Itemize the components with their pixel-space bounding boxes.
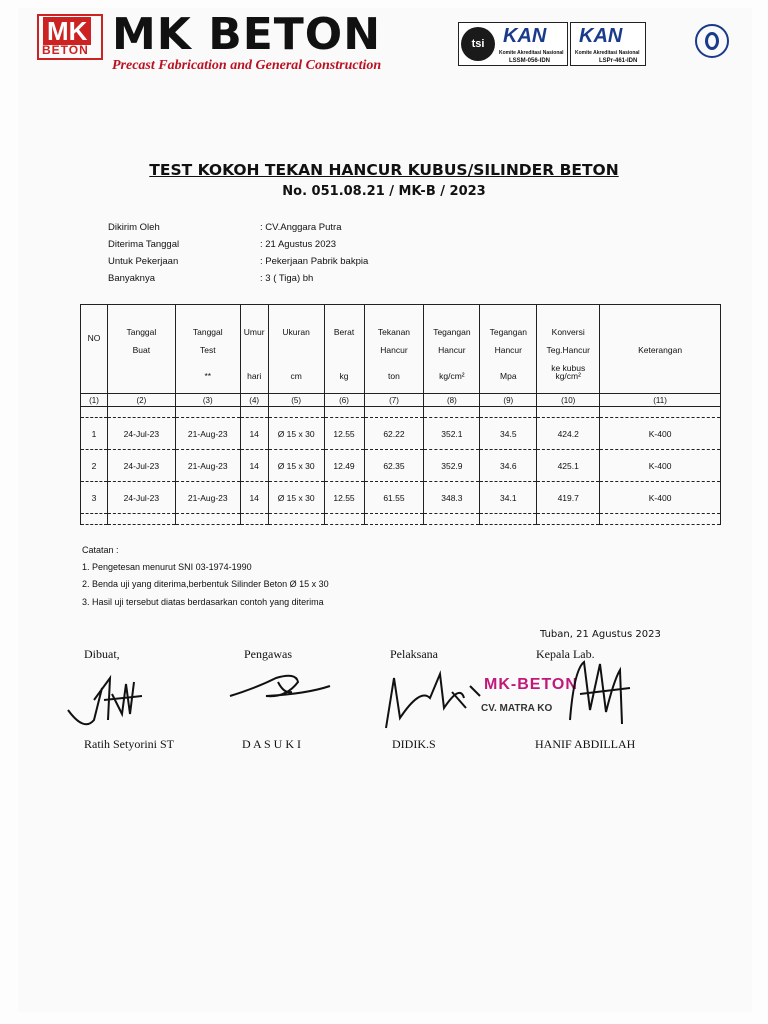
signature-hanif bbox=[560, 650, 640, 734]
quality-seal-icon bbox=[695, 24, 729, 58]
info-value: : CV.Anggara Putra bbox=[260, 222, 342, 233]
spacer-cell bbox=[81, 407, 108, 418]
table-cell: 424.2 bbox=[537, 418, 600, 450]
table-header-row bbox=[81, 305, 721, 394]
column-header bbox=[600, 305, 721, 394]
column-number: (5) bbox=[268, 394, 324, 407]
table-cell: 352.9 bbox=[424, 450, 480, 482]
spacer-cell bbox=[364, 407, 424, 418]
table-cell: Ø 15 x 30 bbox=[268, 450, 324, 482]
sign-place-date: Tuban, 21 Agustus 2023 bbox=[540, 629, 661, 640]
signer-name: D A S U K I bbox=[242, 737, 302, 751]
column-number: (9) bbox=[480, 394, 537, 407]
table-cell: K-400 bbox=[600, 418, 721, 450]
table-cell: 62.35 bbox=[364, 450, 424, 482]
kan-logo-1: KAN bbox=[503, 25, 547, 47]
table-spacer-row bbox=[81, 514, 721, 525]
table-cell: 21-Aug-23 bbox=[175, 482, 240, 514]
spacer-cell bbox=[268, 514, 324, 525]
info-value: : 3 ( Tiga) bh bbox=[260, 273, 314, 284]
table-cell: 21-Aug-23 bbox=[175, 418, 240, 450]
spacer-cell bbox=[537, 407, 600, 418]
spacer-cell bbox=[107, 514, 175, 525]
column-unit: Mpa bbox=[500, 371, 517, 381]
info-label: Diterima Tanggal bbox=[108, 239, 180, 250]
spacer-cell bbox=[600, 407, 721, 418]
signature-ratih bbox=[64, 670, 144, 740]
column-header bbox=[364, 305, 424, 394]
column-header-label: Tegangan Hancur bbox=[433, 327, 471, 355]
signer-role: Kepala Lab. bbox=[536, 647, 595, 661]
table-cell: K-400 bbox=[600, 450, 721, 482]
table-cell: 14 bbox=[240, 450, 268, 482]
spacer-cell bbox=[324, 514, 364, 525]
spacer-cell bbox=[268, 407, 324, 418]
kan-code-2: LSPr-461-IDN bbox=[599, 58, 638, 64]
spacer-cell bbox=[175, 407, 240, 418]
signature-dasuki bbox=[226, 668, 336, 708]
table-cell: 14 bbox=[240, 418, 268, 450]
info-label: Untuk Pekerjaan bbox=[108, 256, 179, 267]
spacer-cell bbox=[240, 514, 268, 525]
column-unit: kg bbox=[339, 371, 349, 381]
column-header bbox=[324, 305, 364, 394]
kan-sub-1: Komite Akreditasi Nasional bbox=[499, 50, 564, 56]
spacer-cell bbox=[81, 514, 108, 525]
column-unit: ton bbox=[388, 371, 400, 381]
column-header-label: Berat bbox=[333, 327, 355, 337]
table-cell: 348.3 bbox=[424, 482, 480, 514]
kan-cert-badge-2 bbox=[570, 22, 646, 66]
column-unit: cm bbox=[290, 371, 302, 381]
table-spacer-row bbox=[81, 407, 721, 418]
column-number: (1) bbox=[81, 394, 108, 407]
signer-name: HANIF ABDILLAH bbox=[535, 737, 636, 751]
column-header-label: Tanggal Test bbox=[192, 327, 223, 355]
kan-code-1: LSSM-056-IDN bbox=[509, 58, 551, 64]
company-logo bbox=[37, 14, 103, 60]
info-label: Dikirim Oleh bbox=[108, 222, 160, 233]
table-row bbox=[81, 450, 721, 482]
logo-mk-text: MK bbox=[43, 17, 91, 45]
signer-role: Pelaksana bbox=[390, 647, 438, 661]
table-cell: 12.49 bbox=[324, 450, 364, 482]
column-header-label: Ukuran bbox=[282, 327, 310, 337]
tsi-logo: tsi bbox=[461, 27, 495, 61]
table-cell: 1 bbox=[81, 418, 108, 450]
table-cell: 24-Jul-23 bbox=[107, 482, 175, 514]
notes-heading: Catatan : bbox=[82, 545, 119, 555]
table-cell: 61.55 bbox=[364, 482, 424, 514]
table-cell: Ø 15 x 30 bbox=[268, 418, 324, 450]
column-header bbox=[81, 305, 108, 394]
table-cell: 34.5 bbox=[480, 418, 537, 450]
note-item: 3. Hasil uji tersebut diatas berdasarkan contoh yang diterima bbox=[82, 597, 324, 607]
column-number: (8) bbox=[424, 394, 480, 407]
spacer-cell bbox=[364, 514, 424, 525]
spacer-cell bbox=[175, 514, 240, 525]
company-tagline: Precast Fabrication and General Construction bbox=[112, 58, 382, 73]
signer-name: Ratih Setyorini ST bbox=[84, 737, 174, 751]
spacer-cell bbox=[600, 514, 721, 525]
column-header bbox=[175, 305, 240, 394]
column-header bbox=[107, 305, 175, 394]
table-cell: 3 bbox=[81, 482, 108, 514]
column-header bbox=[537, 305, 600, 394]
signer-name: DIDIK.S bbox=[392, 737, 436, 751]
spacer-cell bbox=[240, 407, 268, 418]
table-row bbox=[81, 482, 721, 514]
table-cell: 12.55 bbox=[324, 482, 364, 514]
signer-role: Dibuat, bbox=[84, 647, 120, 661]
table-cell: 62.22 bbox=[364, 418, 424, 450]
column-number: (2) bbox=[107, 394, 175, 407]
note-item: 2. Benda uji yang diterima,berbentuk Silinder Beton Ø 15 x 30 bbox=[82, 579, 329, 589]
table-cell: 352.1 bbox=[424, 418, 480, 450]
spacer-cell bbox=[107, 407, 175, 418]
document-number: No. 051.08.21 / MK-B / 2023 bbox=[282, 184, 486, 199]
column-header-label: Keterangan bbox=[638, 345, 683, 355]
column-unit: kg/cm² bbox=[555, 371, 581, 381]
document-title: TEST KOKOH TEKAN HANCUR KUBUS/SILINDER BETON bbox=[149, 161, 619, 179]
column-number: (11) bbox=[600, 394, 721, 407]
table-cell: 34.6 bbox=[480, 450, 537, 482]
table-cell: Ø 15 x 30 bbox=[268, 482, 324, 514]
table-cell: 21-Aug-23 bbox=[175, 450, 240, 482]
signer-role: Pengawas bbox=[244, 647, 292, 661]
column-header bbox=[268, 305, 324, 394]
spacer-cell bbox=[424, 514, 480, 525]
spacer-cell bbox=[537, 514, 600, 525]
spacer-cell bbox=[480, 407, 537, 418]
column-number-row bbox=[81, 394, 721, 407]
info-label: Banyaknya bbox=[108, 273, 156, 284]
column-header-label: Tekanan Hancur bbox=[377, 327, 411, 355]
column-number: (3) bbox=[175, 394, 240, 407]
table-row bbox=[81, 418, 721, 450]
spacer-cell bbox=[480, 514, 537, 525]
column-header-label: Tanggal Buat bbox=[126, 327, 157, 355]
table-cell: 24-Jul-23 bbox=[107, 418, 175, 450]
column-header-label: Tegangan Hancur bbox=[489, 327, 527, 355]
results-table bbox=[80, 304, 721, 525]
column-header bbox=[240, 305, 268, 394]
note-item: 1. Pengetesan menurut SNI 03-1974-1990 bbox=[82, 562, 252, 572]
column-number: (10) bbox=[537, 394, 600, 407]
column-number: (7) bbox=[364, 394, 424, 407]
column-number: (4) bbox=[240, 394, 268, 407]
kan-sub-2: Komite Akreditasi Nasional bbox=[575, 50, 640, 56]
column-number: (6) bbox=[324, 394, 364, 407]
table-cell: 14 bbox=[240, 482, 268, 514]
company-stamp: MK-BETON bbox=[484, 676, 578, 693]
info-value: : Pekerjaan Pabrik bakpia bbox=[260, 256, 369, 267]
kan-logo-2: KAN bbox=[579, 25, 623, 47]
kan-cert-badge-1 bbox=[458, 22, 568, 66]
table-cell: 24-Jul-23 bbox=[107, 450, 175, 482]
table-cell: 2 bbox=[81, 450, 108, 482]
column-header-label: Umur bbox=[243, 327, 265, 337]
column-header bbox=[480, 305, 537, 394]
table-cell: 12.55 bbox=[324, 418, 364, 450]
column-header-label: NO bbox=[87, 333, 101, 343]
table-cell: 34.1 bbox=[480, 482, 537, 514]
company-stamp-sub: CV. MATRA KO bbox=[481, 703, 553, 714]
column-unit: ** bbox=[204, 371, 212, 381]
column-unit: kg/cm² bbox=[439, 371, 465, 381]
signature-didik bbox=[380, 668, 490, 732]
table-cell: 419.7 bbox=[537, 482, 600, 514]
table-cell: 425.1 bbox=[537, 450, 600, 482]
column-header bbox=[424, 305, 480, 394]
info-value: : 21 Agustus 2023 bbox=[260, 239, 337, 250]
spacer-cell bbox=[324, 407, 364, 418]
company-name: MK BETON bbox=[112, 9, 382, 60]
logo-beton-text: BETON bbox=[42, 43, 89, 57]
spacer-cell bbox=[424, 407, 480, 418]
table-cell: K-400 bbox=[600, 482, 721, 514]
column-unit: hari bbox=[247, 371, 262, 381]
column-header-label: Konversi Teg.Hancur ke kubus bbox=[546, 327, 590, 373]
